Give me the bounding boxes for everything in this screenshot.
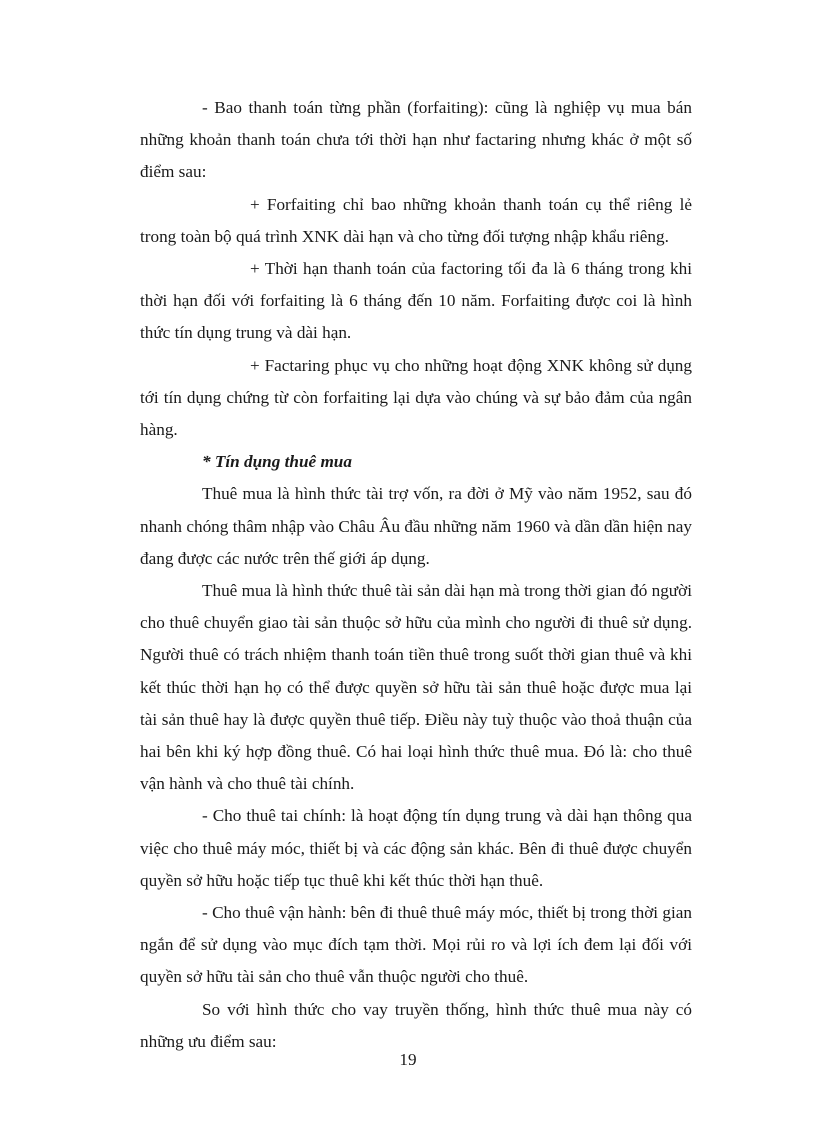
paragraph-forfaiting-point-2: + Thời hạn thanh toán của factoring tối đa là 6 tháng trong khi thời hạn đối với forfaiting là 6 tháng đến 10 năm. Forfaiting được coi là hình thức tín dụng trung và dài hạn. — [140, 259, 692, 343]
paragraph-leasing-history: Thuê mua là hình thức tài trợ vốn, ra đời ở Mỹ vào năm 1952, sau đó nhanh chóng thâm nhập vào Châu Âu đầu những năm 1960 và dần dần hiện nay đang được các nước trên thế giới áp dụng. — [140, 484, 692, 568]
paragraph-forfaiting-point-3: + Factaring phục vụ cho những hoạt động XNK không sử dụng tới tín dụng chứng từ còn forfaiting lại dựa vào chúng và sự bảo đảm của ngân hàng. — [140, 355, 692, 440]
paragraph-leasing-definition: Thuê mua là hình thức thuê tài sản dài hạn mà trong thời gian đó người cho thuê chuyển giao tài sản thuộc sở hữu của mình cho người đi thuê sử dụng. Người thuê có trách nhiệm thanh toán tiền thuê trong suốt thời gian thuê và khi kết thúc thời hạn họ có thể được quyền sở hữu tài sản thuê hoặc được mua lại tài sản thuê hay là được quyền thuê tiếp. Điều này tuỳ thuộc vào thoả thuận của hai bên khi ký hợp đồng thuê. Có hai loại hình thức thuê mua. Đó là: cho thuê vận hành và cho thuê tài chính. — [140, 581, 692, 794]
document-body — [140, 92, 692, 1058]
paragraph-operating-lease: - Cho thuê vận hành: bên đi thuê thuê máy móc, thiết bị trong thời gian ngắn để sử dụng vào mục đích tạm thời. Mọi rủi ro và lợi ích đem lại đối với quyền sở hữu tài sản cho thuê vẫn thuộc người cho thuê. — [140, 903, 692, 987]
paragraph-forfaiting-intro: - Bao thanh toán từng phần (forfaiting): cũng là nghiệp vụ mua bán những khoản thanh toán chưa tới thời hạn như factaring nhưng khác ở một số điểm sau: — [140, 98, 692, 182]
page-number: 19 — [399, 1050, 417, 1069]
paragraph-advantages-intro: So với hình thức cho vay truyền thống, hình thức thuê mua này có những ưu điểm sau: — [140, 999, 692, 1051]
section-heading-leasing-credit: * Tín dụng thuê mua — [202, 452, 352, 472]
paragraph-financial-lease: - Cho thuê tai chính: là hoạt động tín dụng trung và dài hạn thông qua việc cho thuê máy móc, thiết bị và các động sản khác. Bên đi thuê được chuyển quyền sở hữu hoặc tiếp tục thuê khi kết thúc thời hạn thuê. — [140, 806, 692, 890]
paragraph-forfaiting-point-1: + Forfaiting chỉ bao những khoản thanh toán cụ thể riêng lẻ trong toàn bộ quá trình XNK dài hạn và cho từng đối tượng nhập khẩu riêng. — [140, 194, 692, 246]
